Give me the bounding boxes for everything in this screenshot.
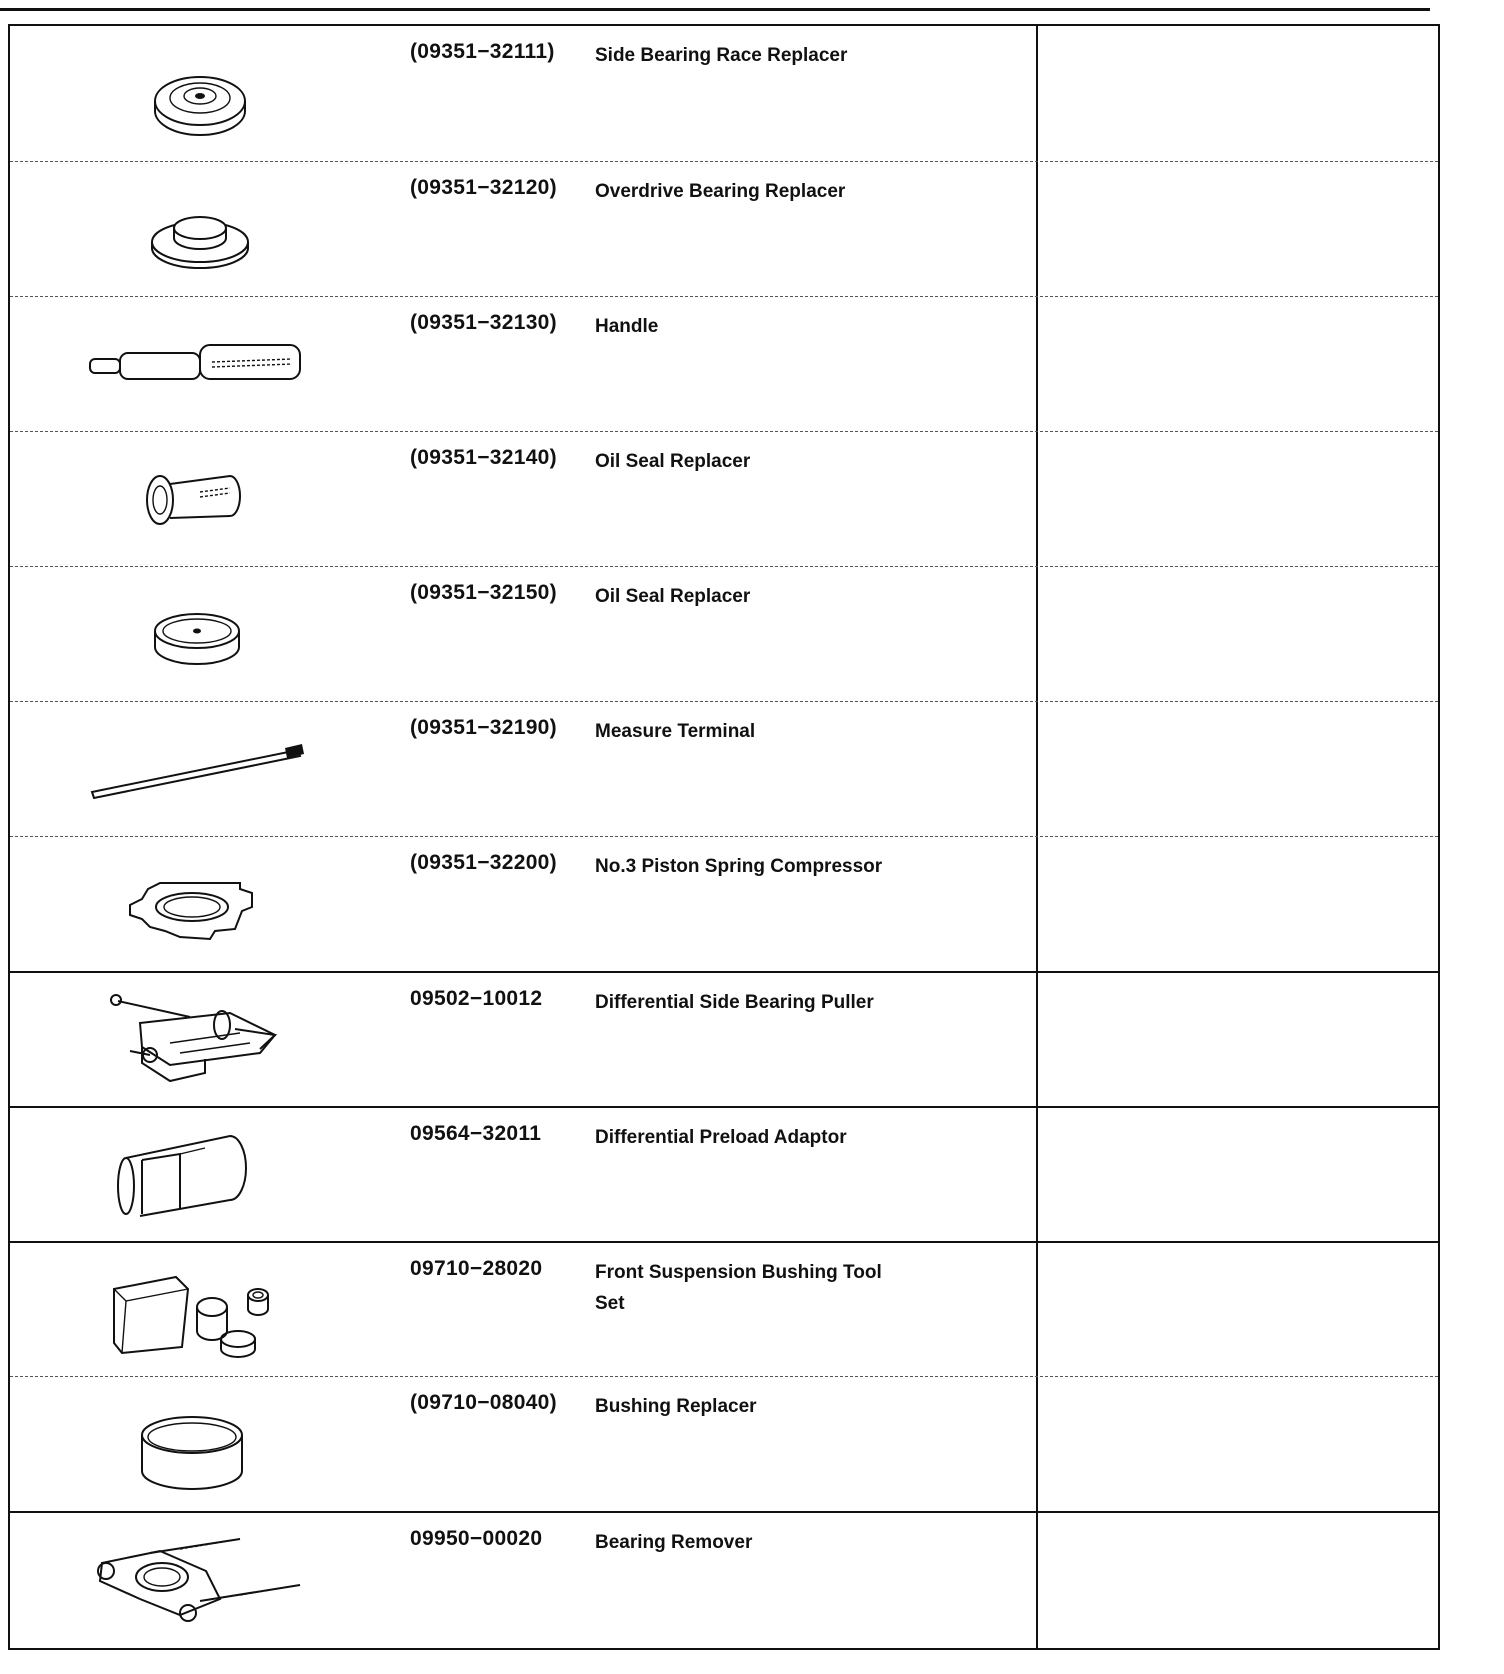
preload-adaptor-icon: [30, 1108, 370, 1243]
notes-cell: [1038, 1377, 1438, 1511]
tool-row: [10, 566, 1438, 701]
notes-cell: [1038, 26, 1438, 161]
piston-spring-compressor-icon: [30, 837, 370, 972]
part-number: (09351−32200): [410, 851, 557, 874]
oil-seal-replacer-icon: [30, 432, 370, 567]
oil-seal-replacer-disc-icon: [30, 567, 370, 702]
notes-cell: [1038, 1243, 1438, 1376]
tool-row: [10, 161, 1438, 296]
part-name: Bearing Remover: [595, 1532, 753, 1553]
part-number: (09351−32120): [410, 176, 557, 199]
notes-cell: [1038, 1513, 1438, 1648]
tool-row: [10, 971, 1438, 1106]
measure-terminal-icon: [30, 702, 370, 837]
tool-row: [10, 431, 1438, 566]
part-name: Handle: [595, 316, 659, 337]
part-name: Side Bearing Race Replacer: [595, 45, 848, 66]
top-rule: [0, 8, 1430, 11]
bearing-puller-icon: [30, 973, 370, 1108]
side-bearing-race-replacer-icon: [30, 26, 370, 161]
tool-row: [10, 1106, 1438, 1241]
part-name: [595, 1257, 882, 1319]
part-name-line-1: Front Suspension Bushing Tool: [595, 1262, 882, 1283]
part-name: Differential Side Bearing Puller: [595, 992, 874, 1013]
notes-cell: [1038, 837, 1438, 971]
tool-row: [10, 836, 1438, 971]
notes-cell: [1038, 702, 1438, 836]
part-number: 09950−00020: [410, 1527, 543, 1550]
part-name: Bushing Replacer: [595, 1396, 757, 1417]
tool-row: [10, 1511, 1438, 1648]
notes-cell: [1038, 162, 1438, 296]
part-number: (09351−32111): [410, 40, 555, 63]
tool-row: [10, 1376, 1438, 1511]
part-name: Differential Preload Adaptor: [595, 1127, 847, 1148]
bushing-replacer-icon: [30, 1377, 370, 1512]
part-number: (09351−32150): [410, 581, 557, 604]
handle-icon: [30, 297, 370, 432]
tool-row: [10, 701, 1438, 836]
notes-cell: [1038, 567, 1438, 701]
bushing-tool-set-icon: [30, 1243, 370, 1378]
part-name: Oil Seal Replacer: [595, 586, 751, 607]
part-number: 09710−28020: [410, 1257, 543, 1280]
part-name: Overdrive Bearing Replacer: [595, 181, 846, 202]
special-tools-table: [8, 24, 1440, 1650]
part-number: (09351−32140): [410, 446, 557, 469]
tool-row: [10, 26, 1438, 161]
notes-cell: [1038, 432, 1438, 566]
bearing-remover-icon: [30, 1513, 370, 1648]
part-number: 09502−10012: [410, 987, 543, 1010]
part-number: (09351−32130): [410, 311, 557, 334]
part-number: (09351−32190): [410, 716, 557, 739]
part-name: Measure Terminal: [595, 721, 756, 742]
part-name: No.3 Piston Spring Compressor: [595, 856, 883, 877]
part-name-line-2: Set: [595, 1293, 625, 1314]
notes-cell: [1038, 1108, 1438, 1241]
part-name: Oil Seal Replacer: [595, 451, 751, 472]
part-number: 09564−32011: [410, 1122, 542, 1145]
tool-row: [10, 296, 1438, 431]
notes-cell: [1038, 297, 1438, 431]
overdrive-bearing-replacer-icon: [30, 162, 370, 297]
notes-cell: [1038, 973, 1438, 1106]
tool-row: [10, 1241, 1438, 1376]
part-number: (09710−08040): [410, 1391, 557, 1414]
